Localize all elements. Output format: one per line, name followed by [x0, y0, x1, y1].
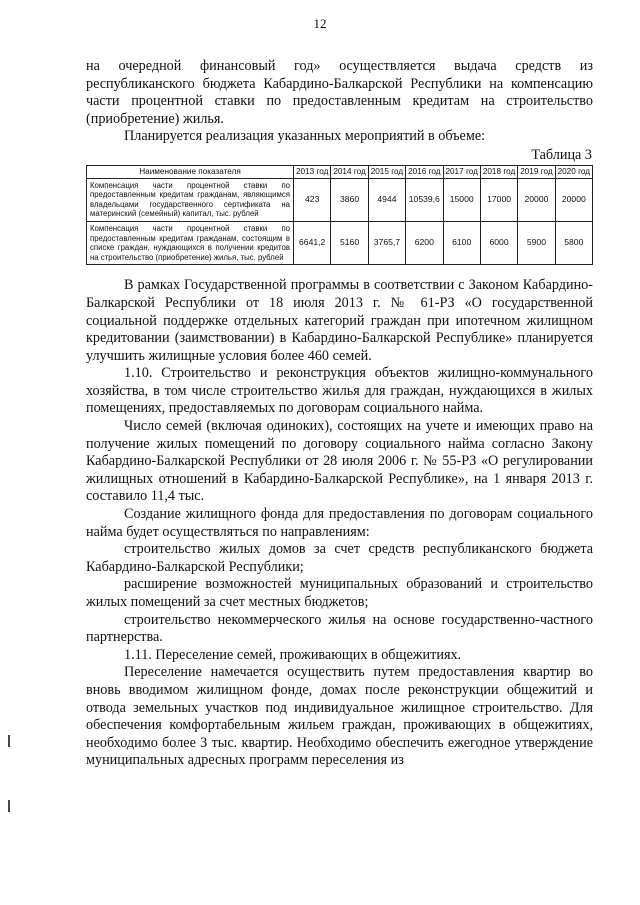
table-cell: 423: [294, 178, 331, 221]
table-cell: 6200: [406, 221, 443, 264]
header-year: 2016 год: [406, 165, 443, 178]
table-cell: 3765,7: [368, 221, 405, 264]
paragraph-resettlement: Переселение намечается осуществить путем предоставления квартир во вновь вводимом жилищном фонде, домах после реконструкции общежитий и отвода земельных участков под индивидуальное жилищное строительство. Для обеспечения комфортабельным жильем граждан, проживающих в общежитиях, необходимо более 3 тыс. квартир. Необходимо обеспечить ежегодное утверждение муниципальных адресных программ переселения из: [86, 664, 593, 769]
row-indicator-name: Компенсация части процентной ставки по предоставленным кредитам гражданам, являющимся владельцами государственного сертификата на материнский (семейный) капитал, тыс. рублей: [87, 178, 294, 221]
header-indicator-name: Наименование показателя: [87, 165, 294, 178]
section-heading-1-10: 1.10. Строительство и реконструкция объектов жилищно-коммунального хозяйства, в том числе строительство жилья для граждан, нуждающихся в жилых помещениях, предоставляемых по договорам социального найма.: [86, 365, 593, 417]
table-cell: 6000: [480, 221, 517, 264]
table-header-row: [87, 165, 593, 178]
page-number: 12: [313, 16, 327, 31]
table-caption: Таблица 3: [531, 146, 592, 163]
header-year: 2014 год: [331, 165, 368, 178]
list-item: строительство жилых домов за счет средств республиканского бюджета Кабардино-Балкарской Республики;: [86, 541, 593, 575]
header-year: 2015 год: [368, 165, 405, 178]
table-cell: 15000: [443, 178, 480, 221]
table-cell: 3860: [331, 178, 368, 221]
header-year: 2017 год: [443, 165, 480, 178]
row-indicator-name: Компенсация части процентной ставки по предоставленным кредитам гражданам, состоящим в списке граждан, нуждающихся в получении кредитов на строительство (приобретение) жилья, тыс. рублей: [87, 221, 294, 264]
paragraph-state-program: В рамках Государственной программы в соответствии с Законом Кабардино-Балкарской Республики от 18 июля 2013 г. № 61-РЗ «О государственной социальной поддержке отдельных категорий граждан при ипотечном жилищном кредитовании (заимствовании) в Кабардино-Балкарской Республике» планируется улучшить жилищные условия более 460 семей.: [86, 277, 593, 364]
table-cell: 10539,6: [406, 178, 443, 221]
table-cell: 20000: [555, 178, 592, 221]
paragraph-continuation: на очередной финансовый год» осуществляется выдача средств из республиканского бюджета Кабардино-Балкарской Республики на компенсацию части процентной ставки по предоставленным кредитам на строительство (приобретение) жилья.: [86, 58, 593, 127]
table-row: [87, 221, 593, 264]
table-cell: 4944: [368, 178, 405, 221]
indicators-table: [86, 165, 593, 266]
table-cell: 20000: [518, 178, 555, 221]
paragraph-planned: Планируется реализация указанных мероприятий в объеме:: [124, 128, 486, 145]
table-row: [87, 178, 593, 221]
margin-mark: [8, 735, 10, 747]
header-year: 2018 год: [480, 165, 517, 178]
table-cell: 6100: [443, 221, 480, 264]
list-item: расширение возможностей муниципальных образований и строительство жилых помещений за счет местных бюджетов;: [86, 576, 593, 610]
table-cell: 17000: [480, 178, 517, 221]
paragraph-housing-fund: Создание жилищного фонда для предоставления по договорам социального найма будет осуществляться по направлениям:: [86, 506, 593, 540]
table-cell: 5160: [331, 221, 368, 264]
page-content: [86, 58, 593, 770]
list-item: строительство некоммерческого жилья на основе государственно-частного партнерства.: [86, 611, 593, 646]
table-cell: 5800: [555, 221, 592, 264]
table-cell: 6641,2: [294, 221, 331, 264]
section-heading-1-11: 1.11. Переселение семей, проживающих в общежитиях.: [124, 646, 462, 663]
paragraph-families-count: Число семей (включая одиноких), состоящих на учете и имеющих право на получение жилых помещений по договору социального найма согласно Закону Кабардино-Балкарской Республики от 28 июля 2006 г. № 55-РЗ «О регулировании жилищных отношений в Кабардино-Балкарской Республике», на 1 января 2013 г. составило 11,4 тыс.: [86, 418, 593, 505]
header-year: 2013 год: [294, 165, 331, 178]
header-year: 2019 год: [518, 165, 555, 178]
table-cell: 5900: [518, 221, 555, 264]
header-year: 2020 год: [555, 165, 592, 178]
margin-mark: [8, 800, 10, 812]
